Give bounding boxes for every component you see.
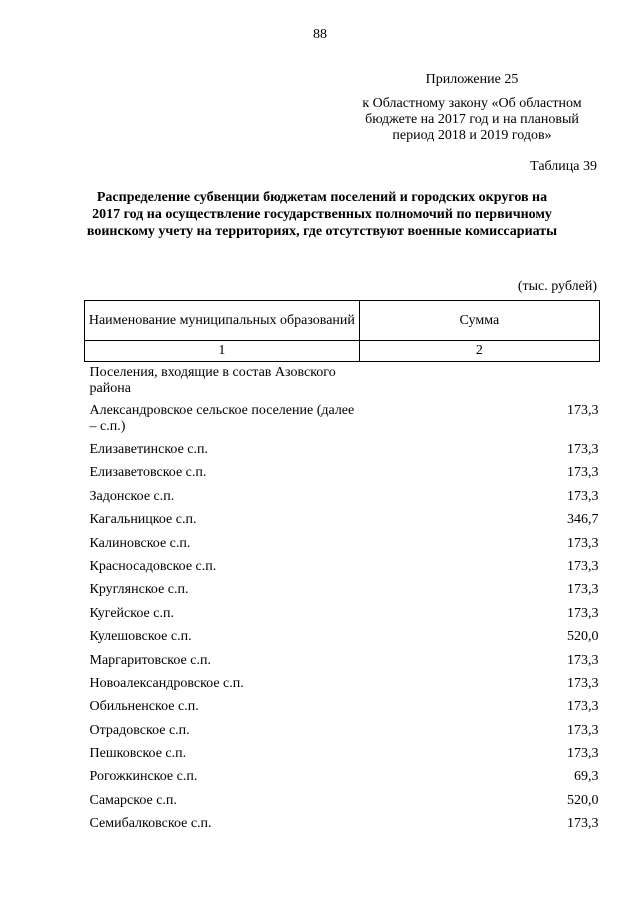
settlement-sum: 520,0 <box>567 629 599 645</box>
settlement-name: Кулешовское с.п. <box>89 629 192 645</box>
table-row <box>85 581 600 604</box>
table-row <box>85 488 600 511</box>
table-row <box>85 792 600 815</box>
settlement-name: Круглянское с.п. <box>89 582 189 598</box>
table-row <box>85 401 600 441</box>
settlement-sum: 173,3 <box>567 722 599 738</box>
settlement-name: Маргаритовское с.п. <box>89 652 211 668</box>
units-label: (тыс. рублей) <box>517 279 597 294</box>
settlement-sum: 173,3 <box>567 675 599 691</box>
settlement-sum: 173,3 <box>567 403 599 418</box>
table-number: Таблица 39 <box>530 159 597 174</box>
settlement-name: Елизаветинское с.п. <box>89 442 209 457</box>
table-row <box>85 675 600 698</box>
table-row <box>85 558 600 581</box>
table-row <box>85 768 600 791</box>
settlement-name: Елизаветовское с.п. <box>89 465 207 481</box>
settlement-name: Семибалковское с.п. <box>89 816 212 832</box>
table-row <box>85 722 600 745</box>
settlement-name: Александровское сельское поселение (далее – с.п.) <box>89 403 355 434</box>
table-row <box>85 511 600 534</box>
settlement-sum: 173,3 <box>567 465 599 481</box>
settlement-name: Задонское с.п. <box>89 488 175 504</box>
settlement-sum: 173,3 <box>567 699 599 715</box>
table-row <box>85 535 600 558</box>
table-header-row <box>85 301 600 341</box>
appendix-block <box>344 72 600 144</box>
header-sum: Сумма <box>359 301 599 341</box>
settlement-sum: 173,3 <box>567 816 599 832</box>
settlement-name: Кагальницкое с.п. <box>89 512 197 528</box>
settlement-sum: 173,3 <box>567 605 599 621</box>
settlement-name: Пешковское с.п. <box>89 746 187 762</box>
settlement-name: Кугейское с.п. <box>89 605 174 621</box>
settlement-sum: 173,3 <box>567 558 599 574</box>
group-row <box>85 362 600 402</box>
page-number: 88 <box>313 27 327 42</box>
column-number-1: 1 <box>85 341 360 362</box>
settlement-sum: 173,3 <box>567 652 599 668</box>
settlement-sum: 346,7 <box>567 512 599 528</box>
group-label: Поселения, входящие в состав Азовского района <box>89 365 336 396</box>
table-row <box>85 745 600 768</box>
table-row <box>85 652 600 675</box>
appendix-reference: к Областному закону «Об областном бюджете на 2017 год и на плановый период 2018 и 2019 годов» <box>362 96 582 143</box>
settlement-sum: 173,3 <box>567 442 599 457</box>
group-value <box>359 362 599 402</box>
table-row <box>85 628 600 651</box>
table-row <box>85 605 600 628</box>
settlement-sum: 173,3 <box>567 535 599 551</box>
settlement-name: Самарское с.п. <box>89 792 177 808</box>
table-body <box>85 362 600 839</box>
settlement-name: Обильненское с.п. <box>89 699 199 715</box>
settlement-name: Красносадовское с.п. <box>89 558 217 574</box>
table-row <box>85 698 600 721</box>
appendix-title: Приложение 25 <box>425 72 519 87</box>
column-number-row <box>85 341 600 362</box>
table-row <box>85 441 600 464</box>
settlement-name: Калиновское с.п. <box>89 535 191 551</box>
settlement-sum: 520,0 <box>567 792 599 808</box>
settlement-sum: 69,3 <box>574 769 599 785</box>
header-name: Наименование муниципальных образований <box>85 301 360 341</box>
settlement-name: Отрадовское с.п. <box>89 722 190 738</box>
table-row <box>85 815 600 838</box>
subvention-table <box>84 300 600 839</box>
settlement-name: Рогожкинское с.п. <box>89 769 198 785</box>
settlement-sum: 173,3 <box>567 488 599 504</box>
settlement-name: Новоалександровское с.п. <box>89 675 244 691</box>
document-title: Распределение субвенции бюджетам поселений и городских округов на 2017 год на осуществление государственных полномочий по первичному воинскому учету на территориях, где отсутствуют военные комиссариаты <box>86 190 558 239</box>
settlement-sum: 173,3 <box>567 746 599 762</box>
settlement-sum: 173,3 <box>567 582 599 598</box>
table-row <box>85 464 600 487</box>
column-number-2: 2 <box>359 341 599 362</box>
